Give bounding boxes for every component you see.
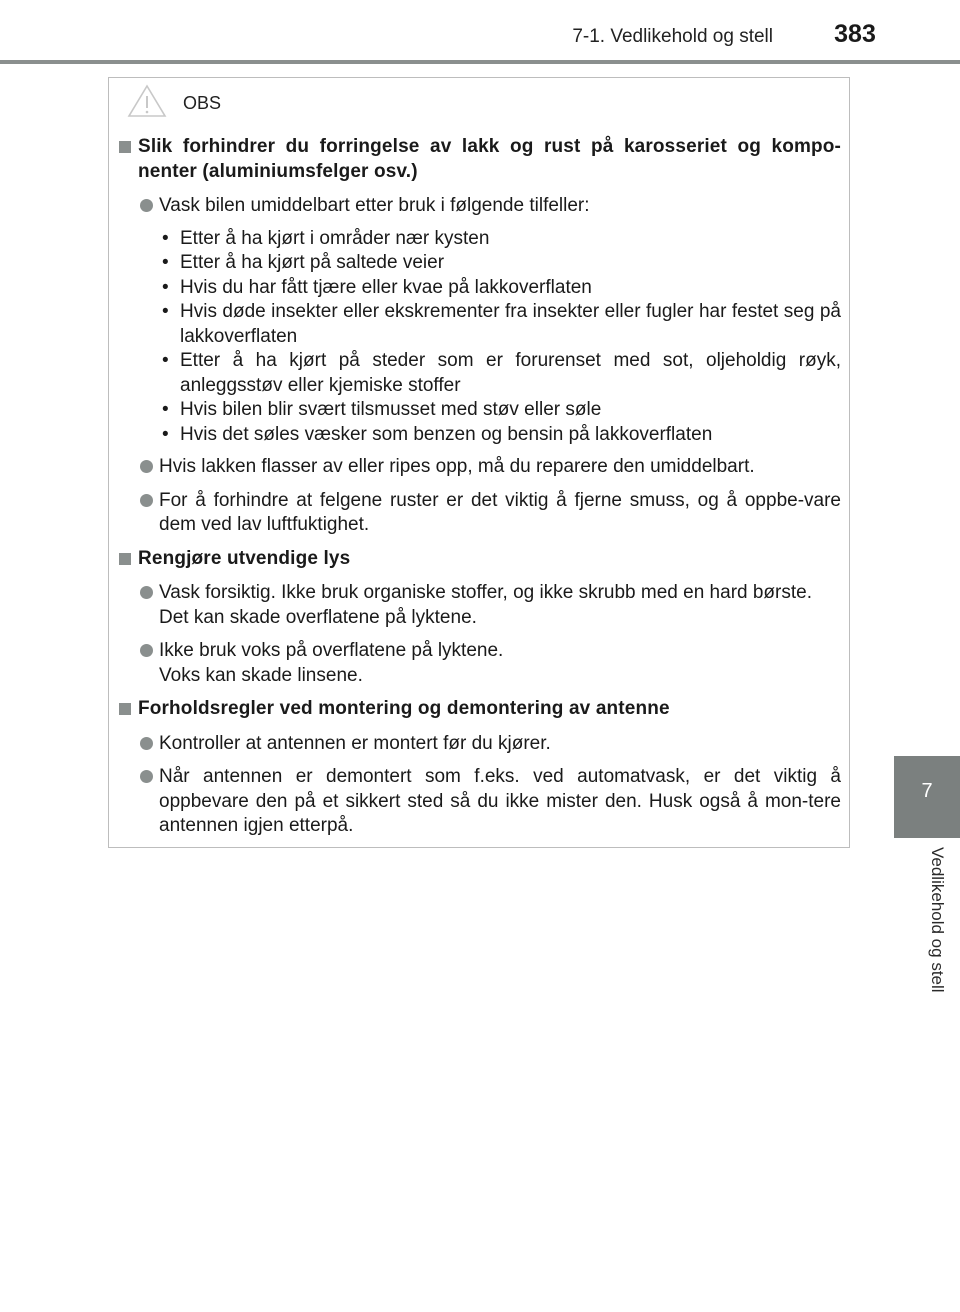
notice-header xyxy=(127,86,221,120)
sub-bullet-item: • Hvis bilen blir svært tilsmusset med støv eller søle xyxy=(162,399,602,420)
sub-bullet-item: • Etter å ha kjørt på steder som er forurenset med sot, oljeholdig røyk, anleggsstøv eller kjemiske stoffer xyxy=(162,350,841,396)
list-item: Vask bilen umiddelbart etter bruk i følgende tilfeller: xyxy=(140,194,841,219)
section-title: 7-1. Vedlikehold og stell xyxy=(572,26,773,47)
square-bullet-icon xyxy=(119,703,131,715)
chapter-tab[interactable] xyxy=(894,756,960,838)
item-note: Voks kan skade linsene. xyxy=(159,664,363,686)
section-heading: Forholdsregler ved montering og demontering av antenne xyxy=(119,697,841,722)
notice-content xyxy=(119,135,841,848)
section-heading: Rengjøre utvendige lys xyxy=(119,547,841,572)
page-number: 383 xyxy=(834,20,876,48)
circle-bullet-icon xyxy=(140,460,153,473)
sub-bullet-list xyxy=(162,227,841,448)
sub-bullet-item: • Hvis døde insekter eller ekskrementer fra insekter eller fugler har festet seg på lakkoverflaten xyxy=(162,301,841,347)
header-divider xyxy=(0,60,960,64)
sub-bullet-item: • Etter å ha kjørt på saltede veier xyxy=(162,252,445,273)
section-heading: Slik forhindrer du forringelse av lakk og rust på karosseriet og kompo-nenter (aluminiumsfelger osv.) xyxy=(119,135,841,184)
list-item: Kontroller at antennen er montert før du kjører. xyxy=(140,732,841,757)
circle-bullet-icon xyxy=(140,494,153,507)
circle-bullet-icon xyxy=(140,586,153,599)
notice-box xyxy=(108,77,850,848)
square-bullet-icon xyxy=(119,141,131,153)
notice-label: OBS xyxy=(183,92,222,113)
circle-bullet-icon xyxy=(140,199,153,212)
list-item: For å forhindre at felgene ruster er det viktig å fjerne smuss, og å oppbe-vare dem ved lav luftfuktighet. xyxy=(140,489,841,538)
circle-bullet-icon xyxy=(140,644,153,657)
list-item: Når antennen er demontert som f.eks. ved automatvask, er det viktig å oppbevare den på et sikkert sted så du ikke mister den. Husk også å mon-tere antennen igjen etterpå. xyxy=(140,765,841,839)
circle-bullet-icon xyxy=(140,770,153,783)
sub-bullet-item: • Hvis du har fått tjære eller kvae på lakkoverflaten xyxy=(162,276,592,298)
list-item: Vask forsiktig. Ikke bruk organiske stoffer, og ikke skrubb med en hard børste. Det kan skade overflatene på lyktene. xyxy=(140,581,841,630)
sub-bullet-item: • Etter å ha kjørt i områder nær kysten xyxy=(162,227,490,249)
square-bullet-icon xyxy=(119,553,131,565)
chapter-title: Vedlikehold og stell xyxy=(928,847,947,993)
warning-triangle-icon xyxy=(127,84,167,123)
list-item: Ikke bruk voks på overflatene på lyktene. Voks kan skade linsene. xyxy=(140,639,841,688)
circle-bullet-icon xyxy=(140,737,153,750)
chapter-number: 7 xyxy=(921,780,933,802)
item-note: Det kan skade overflatene på lyktene. xyxy=(159,606,477,628)
list-item: Hvis lakken flasser av eller ripes opp, må du reparere den umiddelbart. xyxy=(140,455,841,480)
sub-bullet-item: • Hvis det søles væsker som benzen og bensin på lakkoverflaten xyxy=(162,423,713,445)
